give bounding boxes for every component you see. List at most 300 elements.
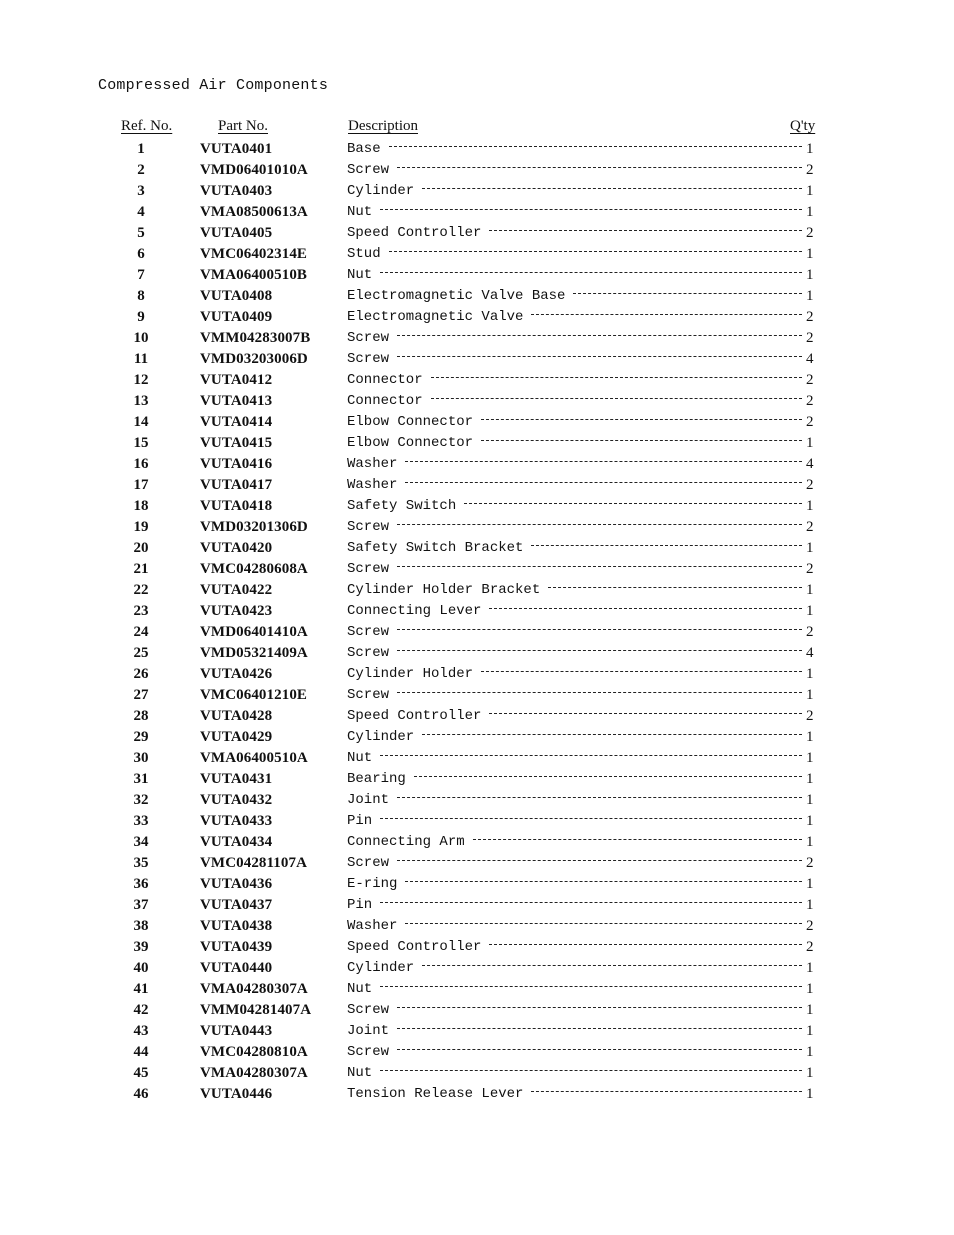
table-row [0, 853, 954, 874]
ref-no-cell: 39 [133, 939, 149, 955]
dotted-leader [397, 860, 802, 861]
part-no-cell: VMD05321409A [200, 645, 308, 661]
qty-cell: 2 [806, 372, 814, 388]
part-no-cell: VUTA0401 [200, 141, 273, 157]
dotted-leader [431, 377, 802, 378]
table-row [0, 832, 954, 853]
description-cell [347, 790, 802, 811]
description-text: Nut [347, 204, 373, 220]
part-no-cell: VMC04281107A [200, 855, 308, 871]
description-text: Screw [347, 687, 390, 703]
description-cell [347, 601, 802, 622]
part-no-cell: VMD06401410A [200, 624, 308, 640]
qty-cell: 1 [806, 435, 814, 451]
part-no-cell: VUTA0429 [200, 729, 273, 745]
parts-list [0, 139, 954, 1105]
description-text: Screw [347, 1044, 390, 1060]
qty-cell: 2 [806, 225, 814, 241]
ref-no-cell: 36 [133, 876, 149, 892]
table-row [0, 769, 954, 790]
ref-no-cell: 6 [137, 246, 145, 262]
description-text: Washer [347, 477, 398, 493]
dotted-leader [431, 398, 802, 399]
part-no-cell: VUTA0412 [200, 372, 273, 388]
ref-no-cell: 1 [137, 141, 145, 157]
ref-no-cell: 25 [133, 645, 149, 661]
qty-cell: 1 [806, 141, 814, 157]
dotted-leader [548, 587, 802, 588]
dotted-leader [397, 1049, 802, 1050]
description-text: Screw [347, 561, 390, 577]
table-row [0, 1042, 954, 1063]
qty-cell: 2 [806, 477, 814, 493]
table-row [0, 685, 954, 706]
part-no-cell: VMM04283007B [200, 330, 311, 346]
table-row [0, 244, 954, 265]
table-row [0, 286, 954, 307]
part-no-cell: VMC06401210E [200, 687, 308, 703]
dotted-leader [573, 293, 802, 294]
description-cell [347, 664, 802, 685]
dotted-leader [473, 839, 802, 840]
table-row [0, 643, 954, 664]
part-no-cell: VUTA0416 [200, 456, 273, 472]
header-ref-no: Ref. No. [121, 118, 173, 134]
qty-cell: 1 [806, 834, 814, 850]
description-text: Electromagnetic Valve Base [347, 288, 566, 304]
dotted-leader [405, 461, 802, 462]
description-cell [347, 181, 802, 202]
part-no-cell: VMC04280608A [200, 561, 308, 577]
header-qty: Q'ty [790, 118, 816, 134]
ref-no-cell: 32 [133, 792, 149, 808]
qty-cell: 2 [806, 414, 814, 430]
table-row [0, 748, 954, 769]
description-text: Cylinder Holder Bracket [347, 582, 541, 598]
description-cell [347, 727, 802, 748]
table-row [0, 979, 954, 1000]
ref-no-cell: 30 [133, 750, 149, 766]
description-cell [347, 811, 802, 832]
part-no-cell: VMD03203006D [200, 351, 308, 367]
description-text: Stud [347, 246, 381, 262]
qty-cell: 2 [806, 918, 814, 934]
description-cell [347, 853, 802, 874]
qty-cell: 1 [806, 498, 814, 514]
dotted-leader [380, 755, 802, 756]
dotted-leader [405, 923, 802, 924]
ref-no-cell: 41 [133, 981, 149, 997]
part-no-cell: VUTA0440 [200, 960, 273, 976]
qty-cell: 2 [806, 330, 814, 346]
qty-cell: 1 [806, 813, 814, 829]
ref-no-cell: 9 [137, 309, 145, 325]
dotted-leader [389, 251, 802, 252]
ref-no-cell: 3 [137, 183, 145, 199]
dotted-leader [489, 230, 802, 231]
description-text: Cylinder [347, 183, 415, 199]
qty-cell: 1 [806, 1065, 814, 1081]
dotted-leader [380, 986, 802, 987]
qty-cell: 2 [806, 624, 814, 640]
description-cell [347, 433, 802, 454]
qty-cell: 2 [806, 708, 814, 724]
dotted-leader [464, 503, 802, 504]
dotted-leader [380, 1070, 802, 1071]
table-row [0, 433, 954, 454]
description-text: Screw [347, 1002, 390, 1018]
table-header [0, 118, 954, 140]
qty-cell: 2 [806, 519, 814, 535]
description-cell [347, 874, 802, 895]
description-text: Washer [347, 918, 398, 934]
table-row [0, 265, 954, 286]
page-title: Compressed Air Components [98, 77, 329, 94]
qty-cell: 1 [806, 666, 814, 682]
description-text: Nut [347, 981, 373, 997]
qty-cell: 1 [806, 1002, 814, 1018]
description-text: Electromagnetic Valve [347, 309, 524, 325]
table-row [0, 937, 954, 958]
ref-no-cell: 2 [137, 162, 145, 178]
description-text: Bearing [347, 771, 406, 787]
description-cell [347, 622, 802, 643]
part-no-cell: VUTA0434 [200, 834, 273, 850]
qty-cell: 1 [806, 1086, 814, 1102]
part-no-cell: VUTA0409 [200, 309, 273, 325]
ref-no-cell: 21 [133, 561, 149, 577]
part-no-cell: VMA04280307A [200, 1065, 308, 1081]
dotted-leader [405, 881, 802, 882]
description-text: Pin [347, 813, 373, 829]
description-cell [347, 160, 802, 181]
dotted-leader [481, 440, 802, 441]
table-row [0, 706, 954, 727]
qty-cell: 1 [806, 288, 814, 304]
ref-no-cell: 33 [133, 813, 149, 829]
qty-cell: 1 [806, 687, 814, 703]
dotted-leader [414, 776, 802, 777]
dotted-leader [531, 1091, 802, 1092]
qty-cell: 1 [806, 204, 814, 220]
description-cell [347, 1021, 802, 1042]
description-text: Speed Controller [347, 225, 482, 241]
description-text: Joint [347, 792, 390, 808]
qty-cell: 1 [806, 603, 814, 619]
dotted-leader [397, 1007, 802, 1008]
ref-no-cell: 28 [133, 708, 149, 724]
header-description: Description [348, 118, 418, 134]
description-cell [347, 391, 802, 412]
description-cell [347, 328, 802, 349]
ref-no-cell: 40 [133, 960, 149, 976]
header-part-no: Part No. [218, 118, 268, 134]
part-no-cell: VUTA0426 [200, 666, 273, 682]
table-row [0, 1021, 954, 1042]
qty-cell: 1 [806, 246, 814, 262]
ref-no-cell: 38 [133, 918, 149, 934]
table-row [0, 1063, 954, 1084]
ref-no-cell: 29 [133, 729, 149, 745]
dotted-leader [481, 419, 802, 420]
qty-cell: 2 [806, 309, 814, 325]
description-cell [347, 202, 802, 223]
dotted-leader [380, 272, 802, 273]
description-text: Joint [347, 1023, 390, 1039]
part-no-cell: VUTA0405 [200, 225, 273, 241]
ref-no-cell: 17 [133, 477, 149, 493]
part-no-cell: VMD03201306D [200, 519, 308, 535]
part-no-cell: VUTA0408 [200, 288, 273, 304]
part-no-cell: VMA06400510A [200, 750, 308, 766]
description-text: Washer [347, 456, 398, 472]
description-cell [347, 979, 802, 1000]
description-cell [347, 748, 802, 769]
ref-no-cell: 46 [133, 1086, 149, 1102]
description-cell [347, 643, 802, 664]
qty-cell: 1 [806, 771, 814, 787]
table-row [0, 223, 954, 244]
table-row [0, 559, 954, 580]
description-text: E-ring [347, 876, 398, 892]
ref-no-cell: 16 [133, 456, 149, 472]
ref-no-cell: 44 [133, 1044, 149, 1060]
ref-no-cell: 15 [133, 435, 149, 451]
description-cell [347, 685, 802, 706]
part-no-cell: VUTA0413 [200, 393, 273, 409]
table-row [0, 895, 954, 916]
part-no-cell: VMA08500613A [200, 204, 308, 220]
description-text: Screw [347, 624, 390, 640]
description-cell [347, 475, 802, 496]
description-cell [347, 223, 802, 244]
part-no-cell: VUTA0432 [200, 792, 273, 808]
ref-no-cell: 11 [133, 351, 149, 367]
description-cell [347, 580, 802, 601]
description-cell [347, 706, 802, 727]
table-row [0, 727, 954, 748]
dotted-leader [397, 692, 802, 693]
part-no-cell: VUTA0415 [200, 435, 273, 451]
description-text: Cylinder [347, 729, 415, 745]
dotted-leader [531, 314, 802, 315]
table-row [0, 181, 954, 202]
ref-no-cell: 26 [133, 666, 149, 682]
table-row [0, 454, 954, 475]
part-no-cell: VUTA0418 [200, 498, 273, 514]
ref-no-cell: 4 [137, 204, 145, 220]
ref-no-cell: 24 [133, 624, 149, 640]
qty-cell: 1 [806, 960, 814, 976]
ref-no-cell: 23 [133, 603, 149, 619]
part-no-cell: VUTA0422 [200, 582, 273, 598]
table-row [0, 1000, 954, 1021]
part-no-cell: VUTA0428 [200, 708, 273, 724]
part-no-cell: VUTA0417 [200, 477, 273, 493]
dotted-leader [389, 146, 802, 147]
part-no-cell: VMA06400510B [200, 267, 308, 283]
description-text: Speed Controller [347, 939, 482, 955]
ref-no-cell: 27 [133, 687, 149, 703]
description-cell [347, 349, 802, 370]
table-row [0, 391, 954, 412]
dotted-leader [397, 797, 802, 798]
description-text: Safety Switch [347, 498, 457, 514]
qty-cell: 1 [806, 750, 814, 766]
part-no-cell: VUTA0446 [200, 1086, 273, 1102]
description-cell [347, 559, 802, 580]
dotted-leader [380, 818, 802, 819]
dotted-leader [397, 524, 802, 525]
table-row [0, 1084, 954, 1105]
ref-no-cell: 35 [133, 855, 149, 871]
description-text: Speed Controller [347, 708, 482, 724]
description-cell [347, 769, 802, 790]
ref-no-cell: 13 [133, 393, 149, 409]
dotted-leader [380, 209, 802, 210]
dotted-leader [397, 566, 802, 567]
qty-cell: 1 [806, 876, 814, 892]
dotted-leader [405, 482, 802, 483]
description-text: Safety Switch Bracket [347, 540, 524, 556]
table-row [0, 790, 954, 811]
qty-cell: 1 [806, 1023, 814, 1039]
ref-no-cell: 43 [133, 1023, 149, 1039]
part-no-cell: VUTA0437 [200, 897, 273, 913]
ref-no-cell: 20 [133, 540, 149, 556]
description-text: Pin [347, 897, 373, 913]
part-no-cell: VMC04280810A [200, 1044, 308, 1060]
part-no-cell: VUTA0436 [200, 876, 273, 892]
dotted-leader [422, 188, 802, 189]
ref-no-cell: 10 [133, 330, 149, 346]
qty-cell: 2 [806, 939, 814, 955]
table-row [0, 916, 954, 937]
description-text: Screw [347, 351, 390, 367]
table-row [0, 601, 954, 622]
dotted-leader [397, 650, 802, 651]
ref-no-cell: 31 [133, 771, 149, 787]
description-text: Screw [347, 855, 390, 871]
ref-no-cell: 22 [133, 582, 149, 598]
description-text: Base [347, 141, 381, 157]
part-no-cell: VUTA0443 [200, 1023, 273, 1039]
part-no-cell: VUTA0420 [200, 540, 273, 556]
description-text: Nut [347, 750, 373, 766]
dotted-leader [489, 608, 802, 609]
qty-cell: 2 [806, 561, 814, 577]
table-row [0, 412, 954, 433]
description-text: Nut [347, 267, 373, 283]
part-no-cell: VMD06401010A [200, 162, 308, 178]
ref-no-cell: 34 [133, 834, 149, 850]
part-no-cell: VUTA0438 [200, 918, 273, 934]
ref-no-cell: 14 [133, 414, 149, 430]
ref-no-cell: 12 [133, 372, 149, 388]
table-row [0, 139, 954, 160]
description-text: Connector [347, 372, 423, 388]
description-cell [347, 496, 802, 517]
ref-no-cell: 42 [133, 1002, 149, 1018]
description-cell [347, 286, 802, 307]
part-no-cell: VMA04280307A [200, 981, 308, 997]
qty-cell: 1 [806, 540, 814, 556]
table-row [0, 811, 954, 832]
part-no-cell: VUTA0433 [200, 813, 273, 829]
table-row [0, 160, 954, 181]
description-cell [347, 307, 802, 328]
part-no-cell: VMM04281407A [200, 1002, 312, 1018]
qty-cell: 4 [806, 456, 814, 472]
description-cell [347, 958, 802, 979]
description-cell [347, 265, 802, 286]
description-cell [347, 244, 802, 265]
qty-cell: 2 [806, 162, 814, 178]
description-text: Cylinder Holder [347, 666, 474, 682]
description-cell [347, 412, 802, 433]
description-text: Screw [347, 162, 390, 178]
qty-cell: 2 [806, 393, 814, 409]
description-cell [347, 895, 802, 916]
description-cell [347, 1063, 802, 1084]
description-text: Elbow Connector [347, 435, 474, 451]
qty-cell: 1 [806, 897, 814, 913]
ref-no-cell: 18 [133, 498, 149, 514]
part-no-cell: VUTA0431 [200, 771, 273, 787]
description-cell [347, 139, 802, 160]
ref-no-cell: 7 [137, 267, 145, 283]
qty-cell: 1 [806, 267, 814, 283]
description-text: Tension Release Lever [347, 1086, 524, 1102]
description-text: Screw [347, 519, 390, 535]
qty-cell: 1 [806, 582, 814, 598]
table-row [0, 622, 954, 643]
table-row [0, 580, 954, 601]
description-text: Connector [347, 393, 423, 409]
part-no-cell: VUTA0439 [200, 939, 273, 955]
table-row [0, 517, 954, 538]
table-row [0, 475, 954, 496]
dotted-leader [531, 545, 802, 546]
qty-cell: 2 [806, 855, 814, 871]
dotted-leader [380, 902, 802, 903]
table-row [0, 328, 954, 349]
description-text: Cylinder [347, 960, 415, 976]
description-cell [347, 454, 802, 475]
qty-cell: 4 [806, 351, 814, 367]
table-row [0, 538, 954, 559]
table-row [0, 349, 954, 370]
table-row [0, 202, 954, 223]
ref-no-cell: 8 [137, 288, 145, 304]
qty-cell: 1 [806, 981, 814, 997]
part-no-cell: VUTA0414 [200, 414, 273, 430]
dotted-leader [397, 1028, 802, 1029]
description-text: Screw [347, 330, 390, 346]
ref-no-cell: 37 [133, 897, 149, 913]
ref-no-cell: 5 [137, 225, 145, 241]
dotted-leader [397, 167, 802, 168]
table-row [0, 496, 954, 517]
table-row [0, 874, 954, 895]
dotted-leader [422, 734, 802, 735]
qty-cell: 1 [806, 183, 814, 199]
description-cell [347, 1084, 802, 1105]
table-row [0, 664, 954, 685]
description-cell [347, 538, 802, 559]
dotted-leader [397, 629, 802, 630]
qty-cell: 1 [806, 1044, 814, 1060]
